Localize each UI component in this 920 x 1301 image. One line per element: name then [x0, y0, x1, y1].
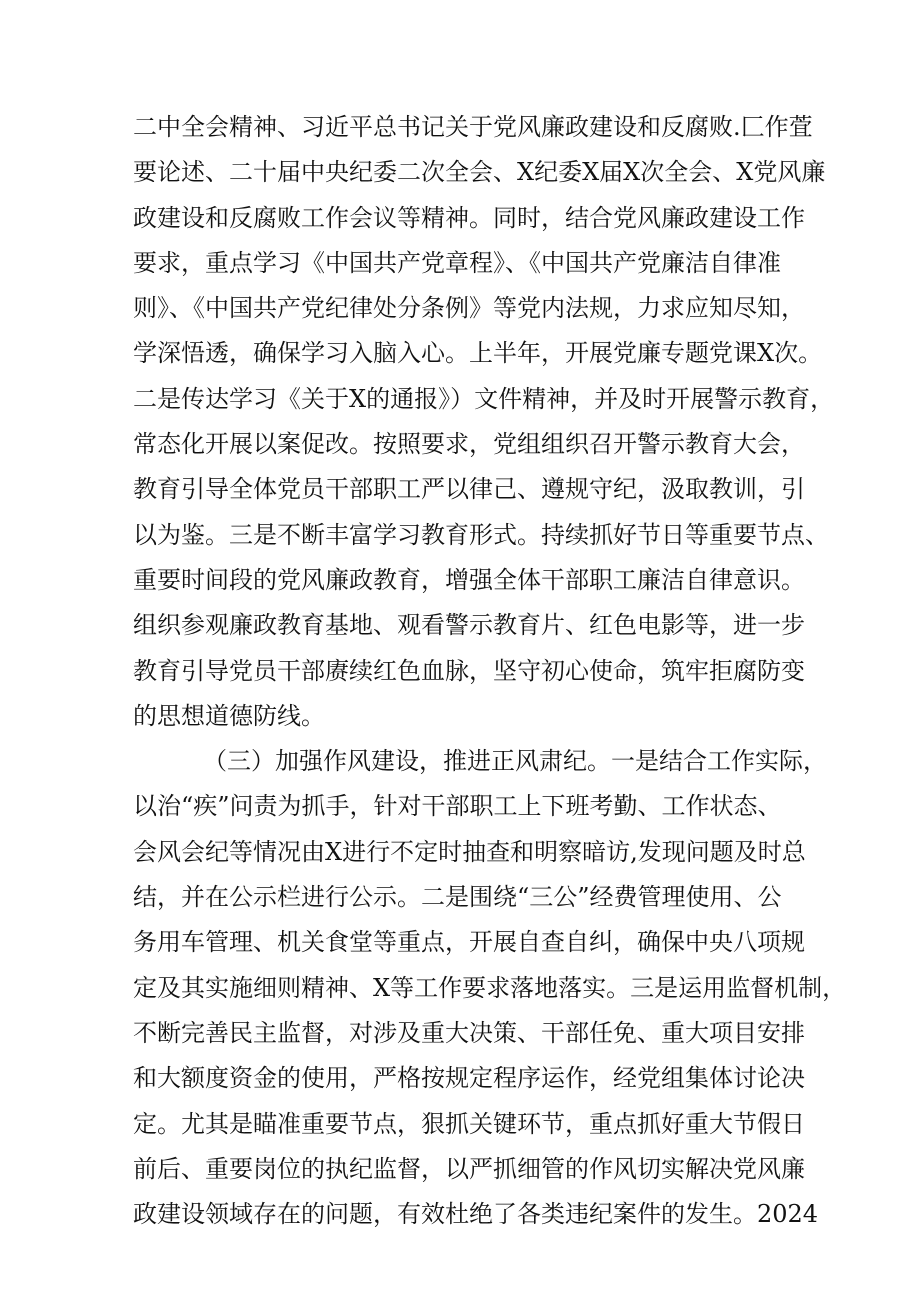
- text-line-20: 定及其实施细则精神、X等工作要求落地落实。三是运用监督机制，: [133, 973, 847, 1002]
- text-line-17: 会风会纪等情况由X进行不定时抽查和明察暗访,发现问题及时总: [133, 837, 806, 866]
- text-line-8: 常态化开展以案促改。按照要求，党组组织召开警示教育大会，: [133, 430, 805, 459]
- text-line-10: 以为鉴。三是不断丰富学习教育形式。持续抓好节日等重要节点、: [133, 520, 829, 549]
- text-line-21: 不断完善民主监督，对涉及重大决策、干部任免、重大项目安排: [133, 1018, 805, 1047]
- text-line-12: 组织参观廉政教育基地、观看警示教育片、红色电影等，进一步: [133, 611, 805, 640]
- text-line-9: 教育引导全体党员干部职工严以律己、遵规守纪，汲取教训，引: [133, 475, 805, 504]
- section-heading-line: （三）加强作风建设，推进正风肃纪。一是结合工作实际，: [203, 747, 827, 776]
- text-line-14: 的思想道德防线。: [133, 701, 325, 730]
- text-line-24: 前后、重要岗位的执纪监督，以严抓细管的作风切实解决党风廉: [133, 1154, 805, 1183]
- text-line-4: 要求，重点学习《中国共产党章程》、《中国共产党廉洁自律准: [133, 248, 781, 277]
- text-line-18: 结，并在公示栏进行公示。二是围绕“三公”经费管理使用、公: [133, 883, 782, 912]
- text-line-7: 二是传达学习《关于X的通报》）文件精神，并及时开展警示教育，: [133, 384, 835, 413]
- document-body: [133, 105, 847, 1237]
- text-line-1: 二中全会精神、习近平总书记关于党风廉政建设和反腐败.匚作萓: [133, 113, 813, 141]
- text-line-3: 政建设和反腐败工作会议等精神。同时，结合党风廉政建设工作: [133, 203, 805, 232]
- text-line-25: 政建设领域存在的问题，有效杜绝了各类违纪案件的发生。2024: [133, 1200, 819, 1229]
- text-line-23: 定。尤其是瞄准重要节点，狠抓关键环节，重点抓好重大节假日: [133, 1109, 805, 1138]
- text-line-5: 则》、《中国共产党纪律处分条例》等党内法规，力求应知尽知，: [133, 294, 805, 323]
- text-line-22: 和大额度资金的使用，严格按规定程序运作，经党组集体讨论决: [133, 1064, 805, 1093]
- text-line-6: 学深悟透，确保学习入脑入心。上半年，开展党廉专题党课X次。: [133, 339, 823, 368]
- text-line-11: 重要时间段的党风廉政教育，增强全体干部职工廉洁自律意识。: [133, 565, 805, 594]
- text-line-19: 务用车管理、机关食堂等重点，开展自查自纠，确保中央八项规: [133, 928, 805, 957]
- text-line-16: 以治“疾”问责为抓手，针对干部职工上下班考勤、工作状态、: [133, 792, 782, 821]
- text-line-13: 教育引导党员干部赓续红色血脉，坚守初心使命，筑牢拒腐防变: [133, 656, 805, 685]
- text-line-2: 要论述、二十届中央纪委二次全会、X纪委X届X次全会、X党风廉: [133, 158, 826, 187]
